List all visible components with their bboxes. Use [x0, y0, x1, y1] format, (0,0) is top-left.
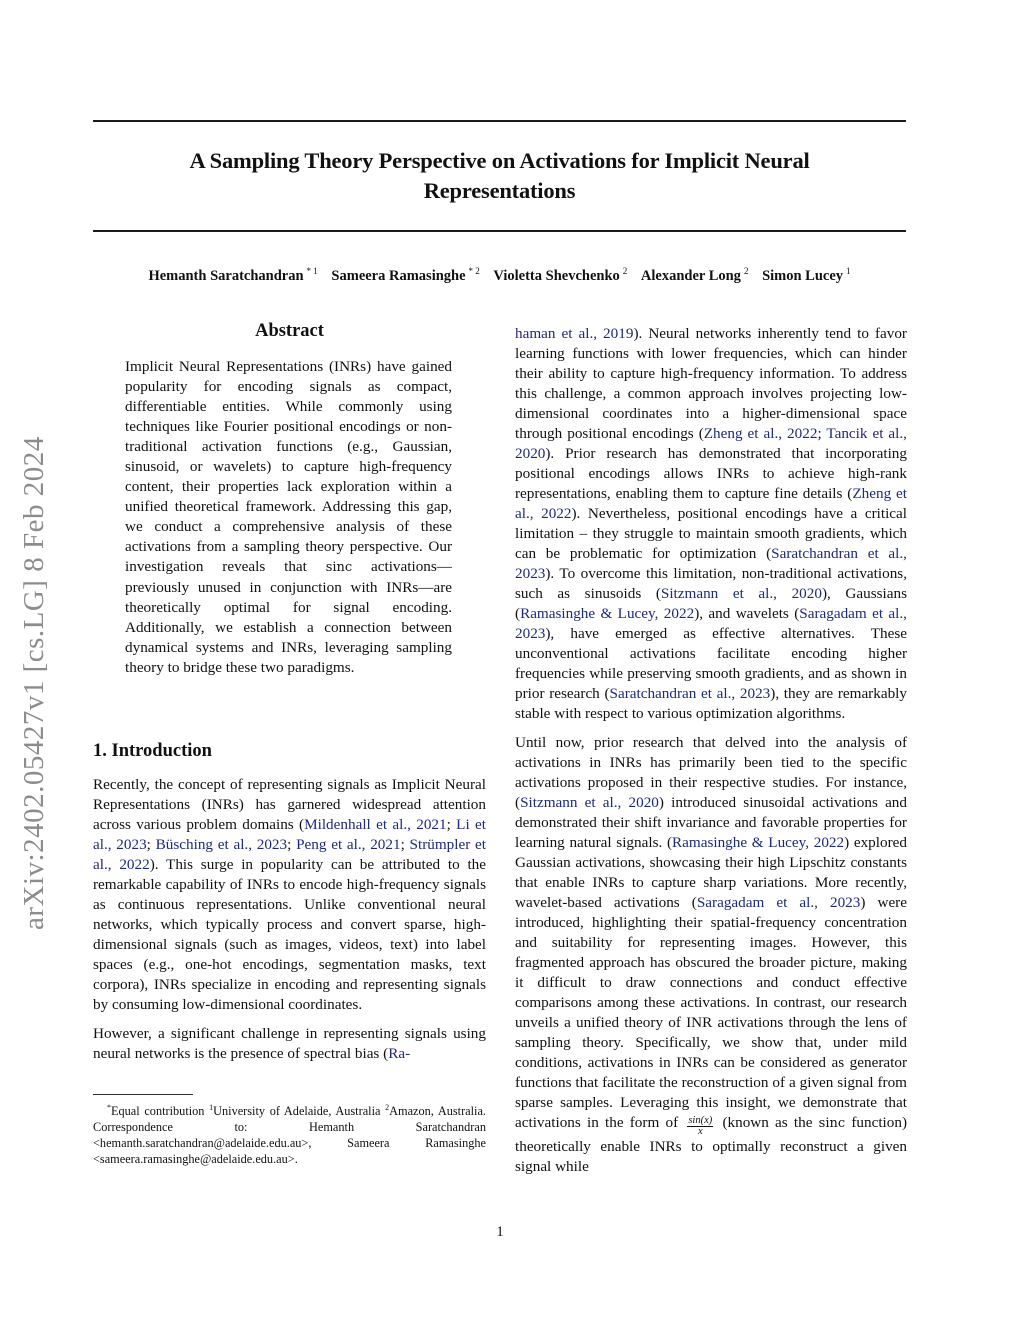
citation-link[interactable]: Sitzmann et al., 2020 — [520, 794, 659, 811]
sinc-term: sinc — [818, 1116, 846, 1131]
citation-link[interactable]: Saratchandran et al., 2023 — [609, 685, 771, 702]
citation-link[interactable]: Li et al., 2023 — [93, 816, 486, 853]
citation-link[interactable]: Ra- — [388, 1045, 411, 1062]
sinc-fraction: $\frac{\sin(x)}{x}$ — [688, 1115, 713, 1137]
citation-link[interactable]: Peng et al., 2021 — [296, 836, 401, 853]
sinc-term: sinc — [325, 560, 353, 575]
title-line-2: Representations — [423, 178, 576, 203]
citation-link[interactable]: Strümpler et al., 2022 — [93, 836, 486, 873]
left-column-body — [93, 775, 486, 1064]
citation-link[interactable]: Sitzmann et al., 2020 — [660, 585, 822, 602]
citation-link[interactable]: Saratchandran et al., 2023 — [515, 545, 907, 582]
arxiv-stamp: arXiv:2402.05427v1 [cs.LG] 8 Feb 2024 — [18, 436, 50, 930]
citation-link[interactable]: Saragadam et al., 2023 — [515, 605, 907, 642]
intro-paragraph-2-start: However, a significant challenge in representing signals using neural networks is the presence of spectral bias (Ra- — [93, 1025, 486, 1062]
citation-link[interactable]: Saragadam et al., 2023 — [696, 894, 861, 911]
author: Violetta Shevchenko $^2$ — [493, 266, 628, 284]
citation-link[interactable]: Zheng et al., 2022 — [515, 485, 907, 522]
intro-paragraph-1: Recently, the concept of representing signals as Implicit Neural Representations (INRs) has garnered widespread attention across various problem domains (Mildenhall et al., 2021; Li et al., 2023; Büsching et al., 2023; Peng et al., 2021; Strümpler et al., 2022). This surge in popularity can be attributed to the remarkable capability of INRs to encode high-frequency signals as continuous representations. Unlike conventional neural networks, which typically process and convert sparse, high-dimensional signals (such as images, videos, text) into label spaces (e.g., one-hot encodings, segmentation masks, text corpora), INRs specialize in encoding and representing signals by consuming low-dimensional coordinates. — [93, 776, 486, 1013]
author: Simon Lucey $^1$ — [762, 266, 851, 284]
section-heading-introduction: 1. Introduction — [93, 741, 212, 761]
intro-paragraph-2-cont: haman et al., 2019). Neural networks inherently tend to favor learning functions with lower frequencies, which can hinder their ability to capture high-frequency information. To address this challenge, a common approach involves projecting low-dimensional coordinates into a higher-dimensional space through positional encodings (Zheng et al., 2022; Tancik et al., 2020). Prior research has demonstrated that incorporating positional encodings allows INRs to achieve high-rank representations, enabling them to capture fine details (Zheng et al., 2022). Nevertheless, positional encodings have a critical limitation – they struggle to maintain smooth gradients, which can be problematic for optimization (Saratchandran et al., 2023). To overcome this limitation, non-traditional activations, such as sinusoids (Sitzmann et al., 2020), Gaussians (Ramasinghe & Lucey, 2022), and wavelets (Saragadam et al., 2023), have emerged as effective alternatives. These unconventional activations facilitate encoding higher frequencies while preserving smooth gradients, and as shown in prior research (Saratchandran et al., 2023), they are remarkably stable with respect to various optimization algorithms. — [515, 325, 907, 722]
author: Sameera Ramasinghe $^{* 2}$ — [331, 266, 480, 284]
citation-link[interactable]: Ramasinghe & Lucey, 2022 — [672, 834, 845, 851]
page-number: 1 — [496, 1224, 504, 1240]
citation-link[interactable]: Zheng et al., 2022 — [703, 425, 818, 442]
citation-link[interactable]: haman et al., 2019 — [515, 325, 634, 342]
citation-link[interactable]: Ramasinghe & Lucey, 2022 — [520, 605, 695, 622]
citation-link[interactable]: Tancik et al., 2020 — [515, 425, 907, 462]
paper-title — [93, 146, 906, 206]
footnote-rule — [93, 1094, 193, 1095]
author: Alexander Long $^2$ — [640, 266, 749, 284]
citation-link[interactable]: Büsching et al., 2023 — [155, 836, 288, 853]
intro-paragraph-3: Until now, prior research that delved into the analysis of activations in INRs has primarily been tied to the specific activations proposed in their respective studies. For instance, (Sitzmann et al., 2020) introduced sinusoidal activations and demonstrated their shift invariance and favorable properties for learning natural signals. (Ramasinghe & Lucey, 2022) explored Gaussian activations, showcasing their high Lipschitz constants that enable INRs to capture sharp variations. More recently, wavelet-based activations (Saragadam et al., 2023) were introduced, highlighting their spatial-frequency concentration and suitability for representing images. However, this fragmented approach has obscured the broader picture, making it difficult to draw connections and conduct effective comparisons among these activations. In contrast, our research unveils a unified theory of INR activations through the lens of sampling theory. Specifically, we show that, under mild conditions, activations in INRs can be considered as generator functions that facilitate the reconstruction of a given signal from sparse samples. Leveraging this insight, we demonstrate that activations in the form of $\frac{\sin(x)}{x}$ (known as the sinc function) theoretically enable INRs to optimally reconstruct a given signal while — [515, 734, 908, 1175]
citation-link[interactable]: Mildenhall et al., 2021 — [304, 816, 447, 833]
title-line-1: A Sampling Theory Perspective on Activations for Implicit Neural — [189, 148, 810, 173]
right-column-body — [515, 324, 907, 1177]
abstract-text: Implicit Neural Representations (INRs) have gained popularity for encoding signals as compact, differentiable entities. While commonly using techniques like Fourier positional encodings or non-traditional activation functions (e.g., Gaussian, sinusoid, or wavelets) to capture high-frequency content, their properties lack exploration within a unified theoretical framework. Addressing this gap, we conduct a comprehensive analysis of these activations from a sampling theory perspective. Our investigation reveals that sinc activations—previously unused in conjunction with INRs—are theoretically optimal for signal encoding. Additionally, we establish a connection between dynamical systems and INRs, leveraging sampling theory to bridge these two paradigms. — [125, 358, 452, 676]
author: Hemanth Saratchandran $^{* 1}$ — [148, 266, 318, 284]
footnote: *Equal contribution $^1$University of Adelaide, Australia $^2$Amazon, Australia. Correspondence to: Hemanth Saratchandran <hemanth.saratchandran@adelaide.edu.au>, Sameera Ramasinghe <sameera.ramasinghe@adelaide.edu.au>. — [93, 1103, 486, 1167]
abstract-heading: Abstract — [255, 321, 324, 341]
author-list — [93, 266, 906, 285]
title-top-rule — [93, 120, 906, 122]
title-bottom-rule — [93, 230, 906, 232]
